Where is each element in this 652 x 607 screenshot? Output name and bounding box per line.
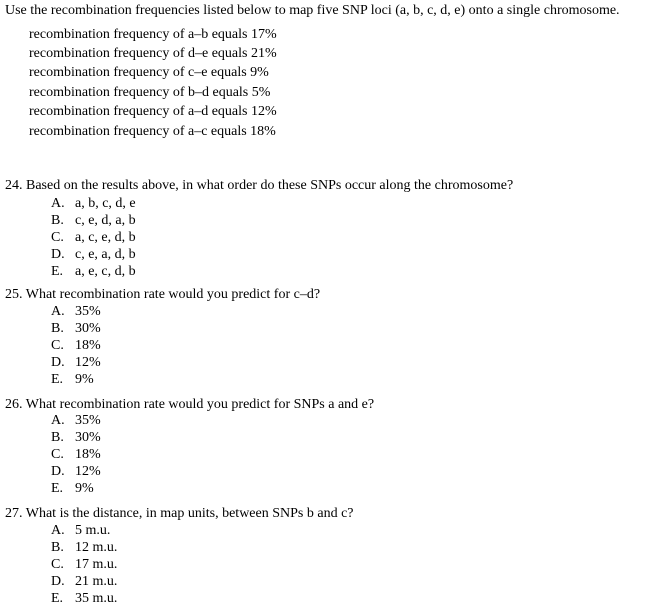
question-27-option-c bbox=[51, 556, 117, 573]
option-text: 35% bbox=[75, 413, 101, 428]
option-text: 17 m.u. bbox=[75, 557, 118, 572]
option-text: 35 m.u. bbox=[75, 591, 118, 606]
option-letter: A. bbox=[51, 523, 65, 538]
question-25-option-d bbox=[51, 354, 101, 371]
option-text: a, b, c, d, e bbox=[75, 196, 136, 211]
question-24-option-b bbox=[51, 212, 136, 229]
frequency-ac: recombination frequency of a–c equals 18% bbox=[29, 124, 276, 139]
option-letter: A. bbox=[51, 196, 65, 211]
option-text: 18% bbox=[75, 447, 101, 462]
question-25-option-b bbox=[51, 320, 101, 337]
question-25: 25. What recombination rate would you predict for c–d? bbox=[5, 287, 321, 302]
option-text: 12% bbox=[75, 355, 101, 370]
option-text: c, e, d, a, b bbox=[75, 213, 136, 228]
option-text: 9% bbox=[75, 481, 94, 496]
option-text: 12% bbox=[75, 464, 101, 479]
question-27-option-e bbox=[51, 590, 117, 607]
option-text: 21 m.u. bbox=[75, 574, 118, 589]
question-24-option-e bbox=[51, 263, 136, 280]
intro-instructions: Use the recombination frequencies listed below to map five SNP loci (a, b, c, d, e) onto a single chromosome. bbox=[5, 3, 620, 18]
frequency-de: recombination frequency of d–e equals 21% bbox=[29, 46, 277, 61]
option-letter: B. bbox=[51, 321, 64, 336]
question-24-option-a bbox=[51, 195, 136, 212]
option-text: 35% bbox=[75, 304, 101, 319]
option-letter: C. bbox=[51, 338, 64, 353]
question-27: 27. What is the distance, in map units, between SNPs b and c? bbox=[5, 506, 354, 521]
option-text: 9% bbox=[75, 372, 94, 387]
option-letter: D. bbox=[51, 464, 65, 479]
frequency-ab: recombination frequency of a–b equals 17% bbox=[29, 27, 277, 42]
option-text: 5 m.u. bbox=[75, 523, 111, 538]
question-26-option-e bbox=[51, 480, 94, 497]
option-letter: B. bbox=[51, 540, 64, 555]
option-letter: E. bbox=[51, 372, 64, 387]
question-27-option-b bbox=[51, 539, 117, 556]
option-letter: A. bbox=[51, 304, 65, 319]
question-26-option-a bbox=[51, 412, 101, 429]
option-letter: E. bbox=[51, 481, 64, 496]
option-letter: C. bbox=[51, 447, 64, 462]
option-letter: B. bbox=[51, 430, 64, 445]
question-25-option-c bbox=[51, 337, 101, 354]
frequency-ad: recombination frequency of a–d equals 12% bbox=[29, 104, 277, 119]
option-letter: E. bbox=[51, 591, 64, 606]
option-text: 12 m.u. bbox=[75, 540, 118, 555]
frequency-ce: recombination frequency of c–e equals 9% bbox=[29, 65, 269, 80]
question-27-option-d bbox=[51, 573, 117, 590]
option-letter: A. bbox=[51, 413, 65, 428]
option-text: a, c, e, d, b bbox=[75, 230, 136, 245]
question-24: 24. Based on the results above, in what order do these SNPs occur along the chromosome? bbox=[5, 178, 514, 193]
frequency-bd: recombination frequency of b–d equals 5% bbox=[29, 85, 271, 100]
question-25-option-e bbox=[51, 371, 94, 388]
question-26-option-b bbox=[51, 429, 101, 446]
question-26-option-c bbox=[51, 446, 101, 463]
option-text: 30% bbox=[75, 430, 101, 445]
question-27-option-a bbox=[51, 522, 110, 539]
option-text: c, e, a, d, b bbox=[75, 247, 136, 262]
option-letter: E. bbox=[51, 264, 64, 279]
option-text: a, e, c, d, b bbox=[75, 264, 136, 279]
question-26-option-d bbox=[51, 463, 101, 480]
option-text: 18% bbox=[75, 338, 101, 353]
question-24-option-c bbox=[51, 229, 136, 246]
question-24-option-d bbox=[51, 246, 136, 263]
question-25-option-a bbox=[51, 303, 101, 320]
option-letter: D. bbox=[51, 247, 65, 262]
option-letter: C. bbox=[51, 557, 64, 572]
option-letter: D. bbox=[51, 574, 65, 589]
question-26: 26. What recombination rate would you predict for SNPs a and e? bbox=[5, 397, 375, 412]
option-text: 30% bbox=[75, 321, 101, 336]
option-letter: B. bbox=[51, 213, 64, 228]
option-letter: D. bbox=[51, 355, 65, 370]
option-letter: C. bbox=[51, 230, 64, 245]
